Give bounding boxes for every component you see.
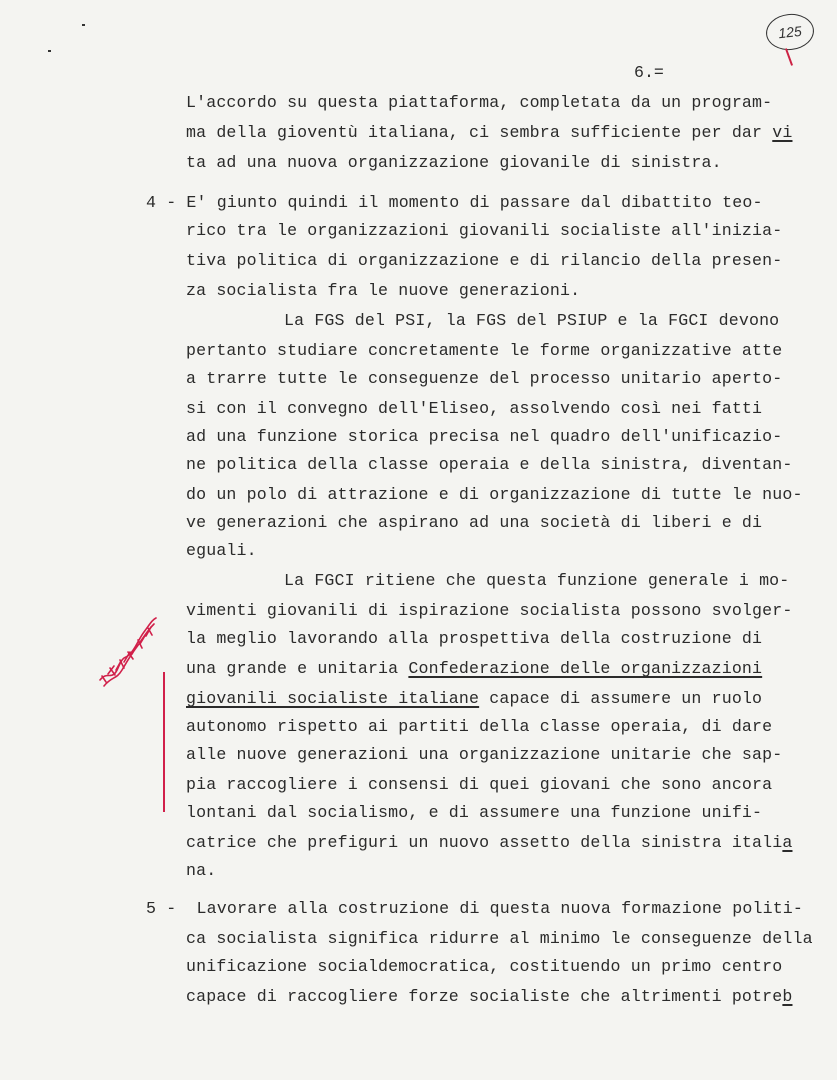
line-text: la meglio lavorando alla prospettiva della costruzione di — [186, 629, 763, 648]
line-text: una grande e unitaria — [186, 659, 409, 678]
text-line — [146, 193, 763, 213]
text-line — [186, 251, 782, 271]
line-text: ta ad una nuova organizzazione giovanile di sinistra. — [186, 153, 722, 172]
underlined-text: vi — [772, 123, 793, 142]
line-text: pia raccogliere i consensi di quei giovani che sono ancora — [186, 775, 773, 794]
text-line — [186, 987, 792, 1007]
line-text: alle nuove generazioni una organizzazione unitarie che sap- — [186, 745, 783, 764]
text-line — [284, 311, 779, 331]
text-line — [186, 659, 762, 679]
line-text: do un polo di attrazione e di organizzazione di tutte le nuo- — [186, 485, 803, 504]
text-line — [146, 899, 803, 919]
text-line — [186, 221, 782, 241]
line-text: lontani dal socialismo, e di assumere una funzione unifi- — [186, 803, 763, 822]
text-line — [186, 717, 772, 737]
line-text: unificazione socialdemocratica, costituendo un primo centro — [186, 957, 783, 976]
text-line — [186, 775, 772, 795]
text-line — [186, 369, 782, 389]
text-line — [186, 541, 257, 561]
line-text: ca socialista significa ridurre al minimo le conseguenze della — [186, 929, 813, 948]
archive-tick-mark — [785, 48, 793, 66]
page-number: 6.= — [634, 63, 664, 82]
line-text: vimenti giovanili di ispirazione socialista possono svolger- — [186, 601, 793, 620]
line-text: ne politica della classe operaia e della sinistra, diventan- — [186, 455, 793, 474]
line-text: capace di assumere un ruolo — [479, 689, 763, 708]
text-line — [186, 153, 722, 173]
text-line — [186, 513, 762, 533]
line-text: eguali. — [186, 541, 257, 560]
text-line — [186, 427, 782, 447]
line-text: capace di raccogliere forze socialiste che altrimenti potre — [186, 987, 783, 1006]
text-line — [186, 833, 792, 853]
text-line — [186, 341, 782, 361]
line-text: za socialista fra le nuove generazioni. — [186, 281, 581, 300]
text-line — [186, 399, 762, 419]
line-text: L'accordo su questa piattaforma, completata da un program- — [186, 93, 773, 112]
text-line — [186, 455, 792, 475]
line-text: ad una funzione storica precisa nel quadro dell'unificazio- — [186, 427, 783, 446]
text-line — [186, 123, 792, 143]
text-line — [186, 689, 762, 709]
text-line — [186, 485, 803, 505]
text-line — [186, 957, 782, 977]
line-text: tiva politica di organizzazione e di rilancio della presen- — [186, 251, 783, 270]
handwritten-margin-mark — [94, 610, 164, 700]
text-line — [186, 93, 772, 113]
line-text: si con il convegno dell'Eliseo, assolvendo così nei fatti — [186, 399, 763, 418]
paper-speck — [48, 50, 51, 52]
paper-speck — [82, 24, 85, 26]
underlined-text: b — [782, 987, 793, 1006]
line-text: La FGCI ritiene che questa funzione generale i mo- — [284, 571, 790, 590]
margin-rule-line — [163, 672, 165, 812]
text-line — [186, 281, 580, 301]
text-line — [284, 571, 789, 591]
line-text: 4 - E' giunto quindi il momento di passare dal dibattito teo- — [146, 193, 763, 212]
underlined-text: Confederazione delle organizzazioni — [408, 659, 763, 678]
underlined-text: giovanili socialiste italiane — [186, 689, 480, 708]
text-line — [186, 929, 813, 949]
line-text: pertanto studiare concretamente le forme organizzative atte — [186, 341, 783, 360]
text-line — [186, 803, 762, 823]
underlined-text: a — [782, 833, 793, 852]
line-text: rico tra le organizzazioni giovanili socialiste all'inizia- — [186, 221, 783, 240]
text-line — [186, 629, 762, 649]
line-text: 5 - Lavorare alla costruzione di questa nuova formazione politi- — [146, 899, 804, 918]
line-text: La FGS del PSI, la FGS del PSIUP e la FGCI devono — [284, 311, 780, 330]
text-line — [186, 601, 792, 621]
text-line — [186, 745, 782, 765]
line-text: a trarre tutte le conseguenze del processo unitario aperto- — [186, 369, 783, 388]
archive-stamp: 125 — [764, 12, 816, 53]
line-text: catrice che prefiguri un nuovo assetto della sinistra itali — [186, 833, 783, 852]
line-text: ma della gioventù italiana, ci sembra sufficiente per dar — [186, 123, 773, 142]
text-line — [186, 861, 216, 881]
line-text: ve generazioni che aspirano ad una società di liberi e di — [186, 513, 763, 532]
line-text: na. — [186, 861, 217, 880]
line-text: autonomo rispetto ai partiti della classe operaia, di dare — [186, 717, 773, 736]
